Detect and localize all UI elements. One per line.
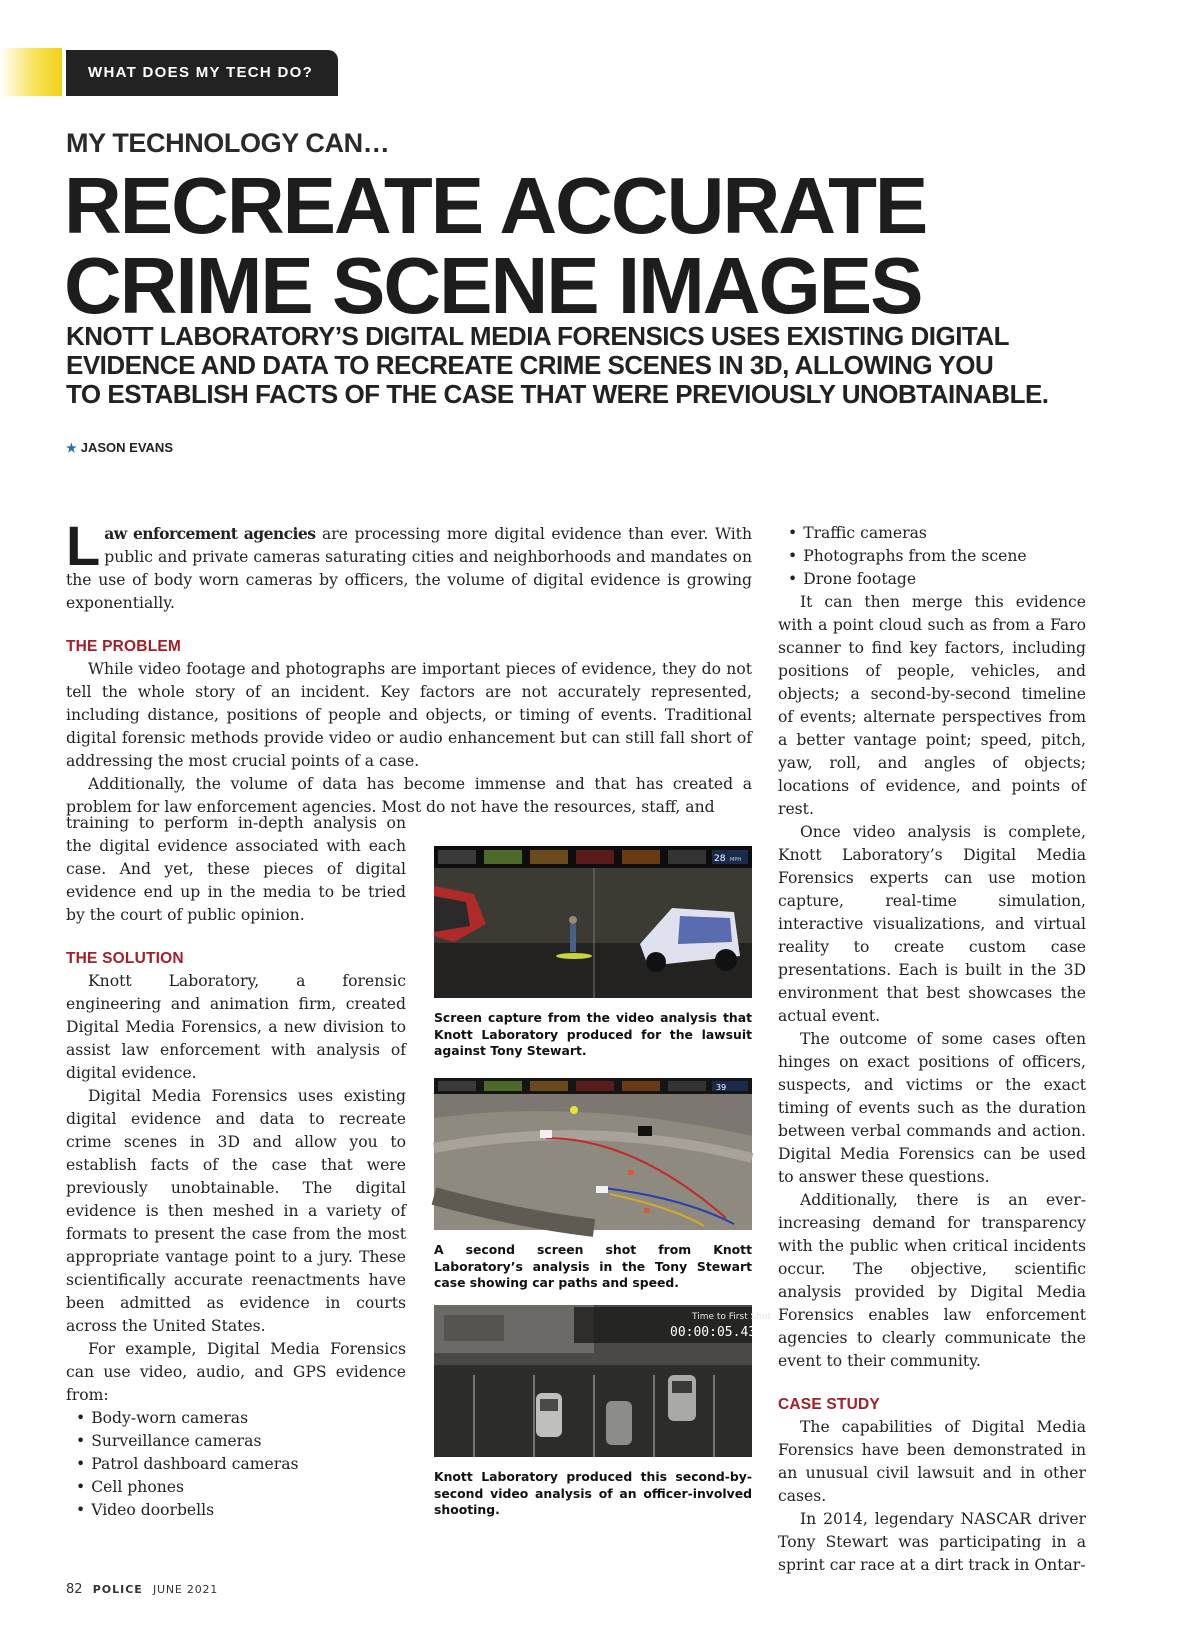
solution-heading: THE SOLUTION xyxy=(66,950,184,967)
figure-car-paths xyxy=(434,1078,752,1292)
solution-paragraph: For example, Digital Media Forensics can use video, audio, and GPS evidence from: xyxy=(66,1340,406,1404)
problem-heading: THE PROBLEM xyxy=(66,638,182,655)
solution-paragraph: Digital Media Forensics uses existing digital evidence and data to recreate crime scenes in 3D and allow you to establish facts of the case that were previously unobtainable. The digital evidence is then meshed in a variety of formats to present the case from the most appropriate vantage point to a jury. These scientifically accurate reenactments have been admitted as evidence in courts across the United States. xyxy=(66,1087,406,1335)
issue-date: JUNE 2021 xyxy=(152,1583,219,1596)
body-paragraph: Additionally, there is an ever-increasing demand for transparency with the public when critical incidents occur. The objective, scientific analysis provided by Digital Media Forensics enables law enforcement agencies to clearly communicate the event to their community. xyxy=(778,1191,1086,1370)
figure-image xyxy=(434,846,752,998)
hud-speed: 39 xyxy=(716,1083,727,1092)
page-number: 82 xyxy=(66,1582,83,1597)
source-list-continued xyxy=(778,522,1086,591)
figure-caption: Screen capture from the video analysis that Knott Laboratory produced for the lawsuit against Tony Stewart. xyxy=(434,1010,752,1058)
body-paragraph: The outcome of some cases often hinges on exact positions of officers, suspects, and victims or the exact timing of events such as the duration between verbal commands and action. Digital Media Forensics can be used to answer these questions. xyxy=(778,1030,1086,1186)
byline xyxy=(66,440,173,455)
section-accent-bar xyxy=(0,48,62,96)
figure-race-capture xyxy=(434,846,752,1060)
body-paragraph: It can then merge this evidence with a point cloud such as from a Faro scanner to find key factors, including positions of people, vehicles, and objects; a second-by-second timeline of events; alternate perspectives from a better vantage point; speed, pitch, yaw, roll, and angles of objects; locations of evidence, and points of rest. xyxy=(778,593,1086,818)
list-item: • Patrol dashboard cameras xyxy=(76,1453,406,1476)
deck xyxy=(66,322,1146,409)
figure-shooting-analysis xyxy=(434,1305,772,1519)
intro-lead: aw enforcement agencies xyxy=(104,524,316,543)
case-study-heading: CASE STUDY xyxy=(778,1396,880,1413)
solution-paragraph: Knott Laboratory, a forensic engineering and animation firm, created Digital Media Forensics, a new division to assist law enforcement with analysis of digital evidence. xyxy=(66,972,406,1082)
star-icon: ★ xyxy=(66,441,77,455)
left-column xyxy=(66,812,406,1522)
list-item: • Traffic cameras xyxy=(788,522,1086,545)
hud-unit: MPH xyxy=(730,857,742,863)
list-item: • Body-worn cameras xyxy=(76,1407,406,1430)
magazine-name: POLICE xyxy=(92,1583,143,1596)
section-tag: WHAT DOES MY TECH DO? xyxy=(66,50,338,96)
list-item: • Drone footage xyxy=(788,568,1086,591)
byline-author: JASON EVANS xyxy=(80,440,173,455)
problem-paragraph: Additionally, the volume of data has become immense and that has created a problem for law enforcement agencies. Most do not have the resources, staff, and xyxy=(66,775,752,816)
race-scene-graphic xyxy=(434,846,752,998)
car-paths-graphic xyxy=(434,1078,752,1230)
deck-line: KNOTT LABORATORY’S DIGITAL MEDIA FORENSICS USES EXISTING DIGITAL xyxy=(66,321,1010,351)
headline-line: CRIME SCENE IMAGES xyxy=(64,241,922,330)
list-item: • Surveillance cameras xyxy=(76,1430,406,1453)
figure-caption: A second screen shot from Knott Laboratory’s analysis in the Tony Stewart case showing car paths and speed. xyxy=(434,1242,752,1290)
list-item: • Photographs from the scene xyxy=(788,545,1086,568)
problem-paragraph-continued: training to perform in-depth analysis on the digital evidence associated with each case. And yet, these pieces of digital evidence end up in the media to be tried by the court of public opinion. xyxy=(66,814,406,924)
timer-value: 00:00:05.43 xyxy=(670,1325,757,1340)
body-paragraph: In 2014, legendary NASCAR driver Tony Stewart was participating in a sprint car race at a dirt track in Ontar- xyxy=(778,1510,1086,1574)
deck-line: TO ESTABLISH FACTS OF THE CASE THAT WERE PREVIOUSLY UNOBTAINABLE. xyxy=(66,379,1049,409)
list-item: • Video doorbells xyxy=(76,1499,406,1522)
figure-image xyxy=(434,1305,772,1457)
kicker: MY TECHNOLOGY CAN… xyxy=(66,128,390,158)
problem-paragraph: While video footage and photographs are important pieces of evidence, they do not tell the whole story of an incident. Key factors are not accurately represented, including distance, positions of people and objects, or timing of events. Traditional digital forensic methods provide video or audio enhancement but can still fall short of addressing the most crucial points of a case. xyxy=(66,660,752,770)
headline xyxy=(64,161,1164,330)
intro-paragraph xyxy=(66,514,752,819)
right-column xyxy=(778,522,1086,1577)
body-paragraph: The capabilities of Digital Media Forensics have been demonstrated in an unusual civil lawsuit and in other cases. xyxy=(778,1418,1086,1505)
list-item: • Cell phones xyxy=(76,1476,406,1499)
hud-speed: 28 xyxy=(714,854,726,864)
timer-label: Time to First Shot xyxy=(692,1312,772,1322)
intro-text: are processing more digital evidence than ever. With public and private cameras saturating cities and neighborhoods and mandates on the use of body worn cameras by officers, the volume of digital evidence is growing exponentially. xyxy=(66,525,752,612)
page-footer xyxy=(66,1582,218,1597)
body-paragraph: Once video analysis is complete, Knott Laboratory’s Digital Media Forensics experts can use motion capture, real-time simulation, interactive visualizations, and virtual reality to create custom case presentations. Each is built in the 3D environment that best showcases the actual event. xyxy=(778,823,1086,1025)
deck-line: EVIDENCE AND DATA TO RECREATE CRIME SCENES IN 3D, ALLOWING YOU xyxy=(66,350,994,380)
figure-caption: Knott Laboratory produced this second-by-second video analysis of an officer-involved shooting. xyxy=(434,1469,752,1517)
headline-line: RECREATE ACCURATE xyxy=(64,161,927,250)
figure-image xyxy=(434,1078,752,1230)
source-list xyxy=(66,1407,406,1522)
shooting-scene-graphic xyxy=(434,1305,772,1457)
drop-cap: L xyxy=(66,514,101,577)
